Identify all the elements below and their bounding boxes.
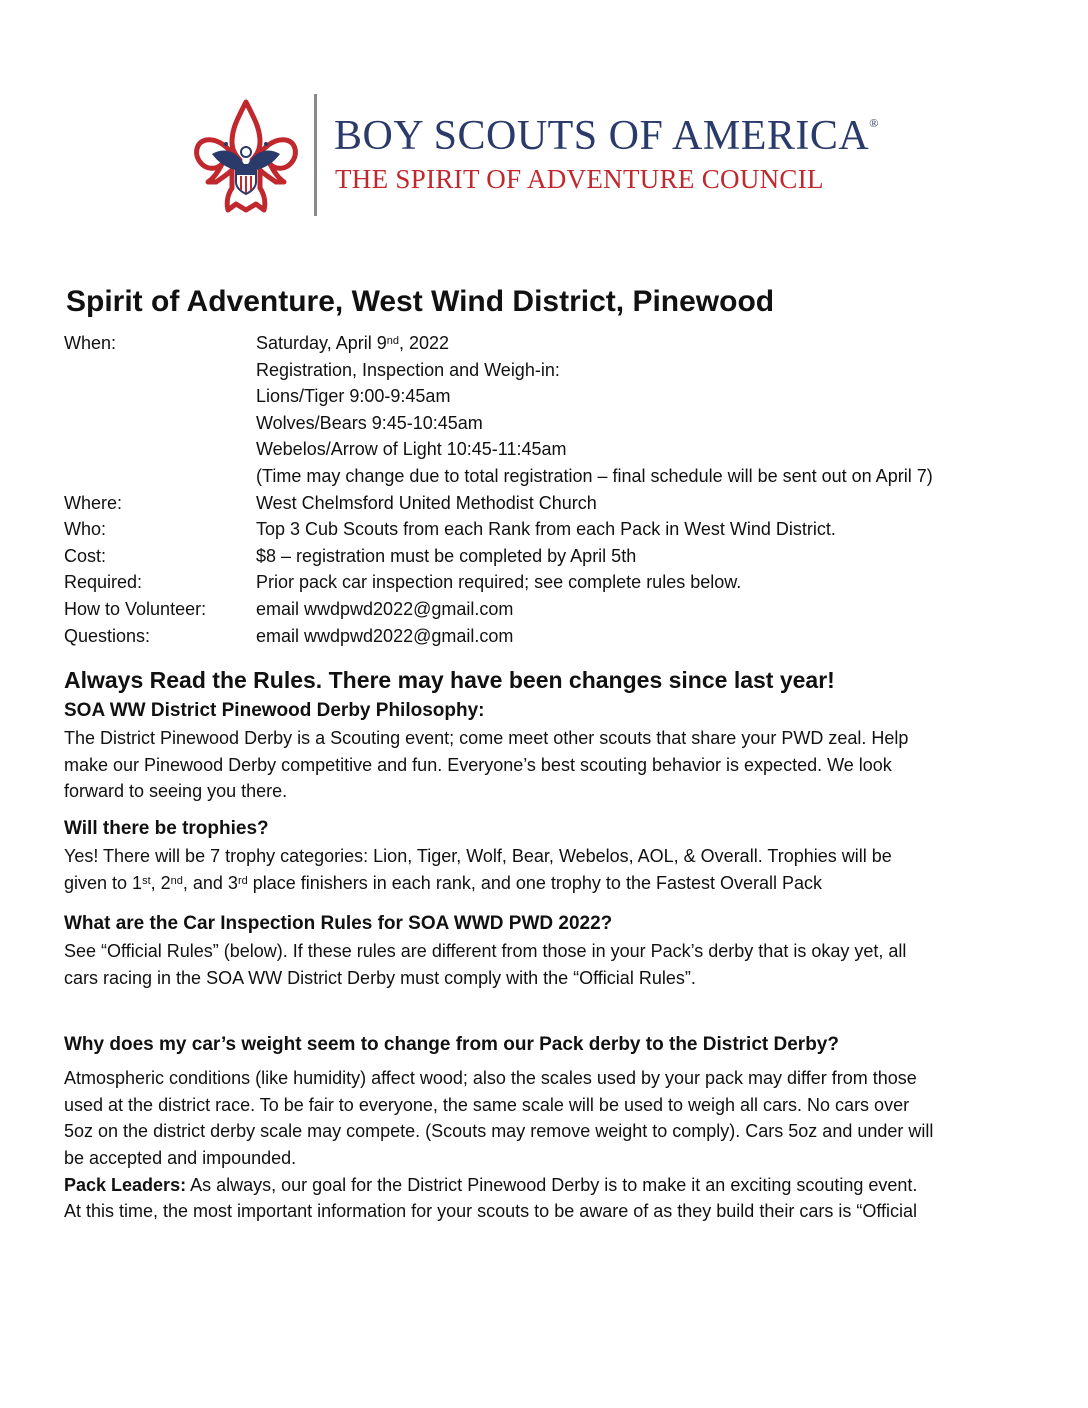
bsa-fleur-de-lis-icon bbox=[192, 98, 300, 214]
philosophy-text: The District Pinewood Derby is a Scouting event; come meet other scouts that share your PWD zeal. Help bbox=[64, 728, 909, 749]
info-row-who bbox=[64, 516, 1024, 543]
trophies-heading: Will there be trophies? bbox=[64, 817, 269, 839]
volunteer-email: email wwdpwd2022@gmail.com bbox=[256, 598, 514, 619]
weight-text: 5oz on the district derby scale may compete. (Scouts may remove weight to comply). Cars 5oz and under will bbox=[64, 1121, 934, 1142]
questions-email: email wwdpwd2022@gmail.com bbox=[256, 625, 514, 646]
info-row-questions bbox=[64, 623, 1024, 650]
logo-title: BOY SCOUTS OF AMERICA® bbox=[334, 113, 879, 159]
weight-text: be accepted and impounded. bbox=[64, 1148, 297, 1169]
pack-leaders-label: Pack Leaders: bbox=[64, 1174, 187, 1195]
document-body bbox=[64, 282, 1024, 1225]
weight-heading: Why does my car’s weight seem to change from our Pack derby to the District Derby? bbox=[64, 1034, 839, 1056]
info-label: Cost: bbox=[64, 545, 107, 566]
info-row-when-detail bbox=[64, 436, 1024, 463]
info-label: Required: bbox=[64, 572, 143, 593]
logo-divider bbox=[314, 94, 317, 216]
info-row-required bbox=[64, 569, 1024, 596]
info-label: How to Volunteer: bbox=[64, 598, 207, 619]
info-label: When: bbox=[64, 333, 117, 353]
philosophy-text: forward to seeing you there. bbox=[64, 781, 288, 802]
rules-heading: Always Read the Rules. There may have been changes since last year! bbox=[64, 667, 835, 694]
info-row-when-detail bbox=[64, 383, 1024, 410]
info-row-where bbox=[64, 490, 1024, 517]
info-value: Top 3 Cub Scouts from each Rank from each Pack in West Wind District. bbox=[256, 519, 836, 540]
page-title: Spirit of Adventure, West Wind District, Pinewood bbox=[66, 285, 775, 318]
info-value: Lions/Tiger 9:00-9:45am bbox=[256, 386, 451, 407]
info-value: Prior pack car inspection required; see complete rules below. bbox=[256, 572, 742, 593]
info-value: Wolves/Bears 9:45-10:45am bbox=[256, 412, 483, 433]
info-row-when-detail bbox=[64, 463, 1024, 490]
inspection-heading: What are the Car Inspection Rules for SOA WWD PWD 2022? bbox=[64, 913, 613, 935]
info-row-volunteer bbox=[64, 596, 1024, 623]
info-value: West Chelmsford United Methodist Church bbox=[256, 492, 597, 513]
council-logo bbox=[192, 92, 892, 220]
inspection-text: cars racing in the SOA WW District Derby must comply with the “Official Rules”. bbox=[64, 967, 696, 988]
event-info-table bbox=[64, 330, 1024, 649]
info-value: Webelos/Arrow of Light 10:45-11:45am bbox=[256, 439, 567, 460]
pack-leaders-text: Pack Leaders: As always, our goal for the District Pinewood Derby is to make it an exciting scouting event. bbox=[64, 1174, 918, 1195]
info-row-when bbox=[64, 330, 1024, 357]
logo-subtitle: THE SPIRIT OF ADVENTURE COUNCIL bbox=[335, 164, 824, 194]
info-label: Questions: bbox=[64, 625, 151, 646]
trophies-text: Yes! There will be 7 trophy categories: Lion, Tiger, Wolf, Bear, Webelos, AOL, & Overall. Trophies will be bbox=[64, 845, 892, 866]
info-value-date: Saturday, April 9nd, 2022 bbox=[256, 333, 450, 353]
inspection-text: See “Official Rules” (below). If these rules are different from those in your Pack’s derby that is okay yet, all bbox=[64, 941, 907, 962]
info-label: Who: bbox=[64, 519, 107, 540]
info-label: Where: bbox=[64, 492, 123, 513]
info-value: Registration, Inspection and Weigh-in: bbox=[256, 359, 560, 380]
info-row-when-detail bbox=[64, 410, 1024, 437]
info-value: $8 – registration must be completed by April 5th bbox=[256, 545, 637, 566]
info-row-cost bbox=[64, 543, 1024, 570]
pack-leaders-text: At this time, the most important information for your scouts to be aware of as they build their cars is “Official bbox=[64, 1201, 918, 1222]
info-row-when-detail bbox=[64, 357, 1024, 384]
trophies-text: given to 1st, 2nd, and 3rd place finishers in each rank, and one trophy to the Fastest Overall Pack bbox=[64, 872, 823, 893]
weight-text: used at the district race. To be fair to everyone, the same scale will be used to weigh all cars. No cars over bbox=[64, 1094, 910, 1115]
weight-text: Atmospheric conditions (like humidity) affect wood; also the scales used by your pack may differ from those bbox=[64, 1068, 917, 1089]
philosophy-heading: SOA WW District Pinewood Derby Philosophy: bbox=[64, 700, 485, 722]
info-value: (Time may change due to total registration – final schedule will be sent out on April 7) bbox=[256, 465, 933, 486]
philosophy-text: make our Pinewood Derby competitive and fun. Everyone’s best scouting behavior is expected. We look bbox=[64, 754, 892, 775]
